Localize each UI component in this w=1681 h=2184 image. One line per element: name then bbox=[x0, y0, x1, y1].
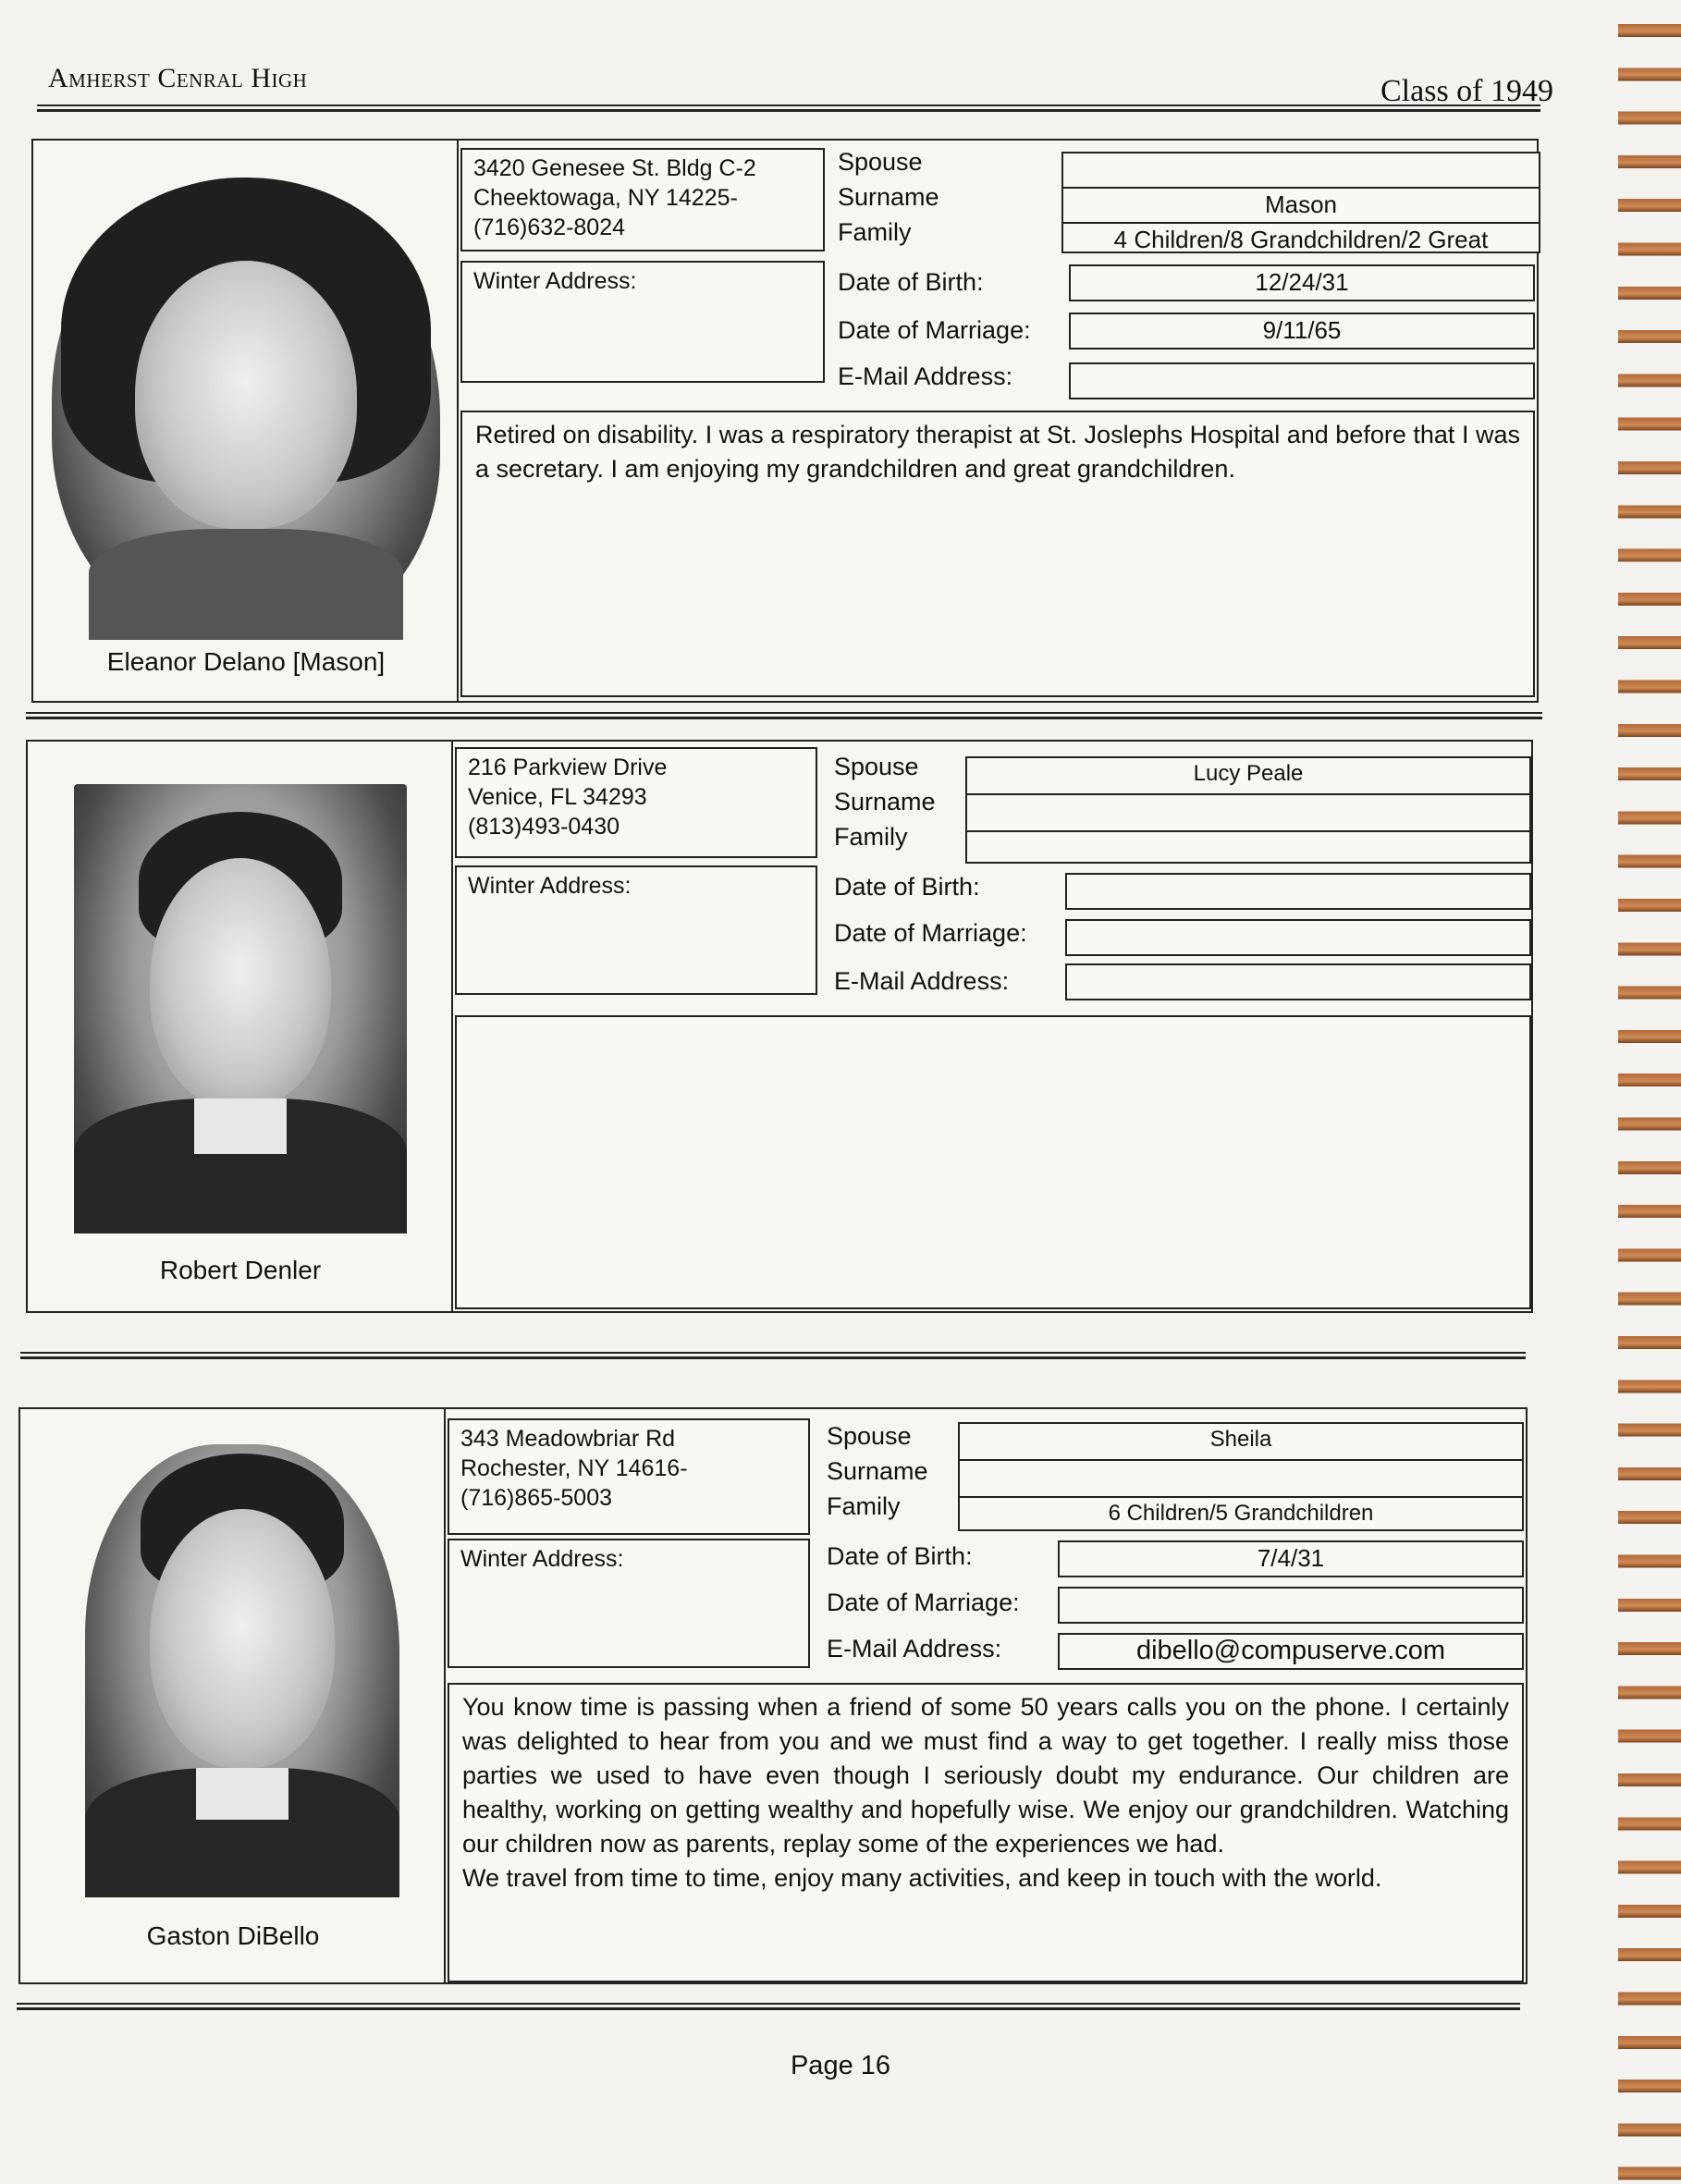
email-label: E-Mail Address: bbox=[827, 1635, 1002, 1663]
dob-label: Date of Birth: bbox=[834, 873, 980, 901]
entry-card-3 bbox=[18, 1407, 1528, 1984]
family-value: 4 Children/8 Grandchildren/2 Great bbox=[1113, 226, 1489, 253]
school-name: Amherst Cenral High bbox=[48, 63, 308, 93]
dob-value: 12/24/31 bbox=[1069, 264, 1535, 301]
dob-label: Date of Birth: bbox=[838, 268, 984, 296]
winter-address-box bbox=[448, 1539, 810, 1668]
winter-address-box bbox=[460, 261, 825, 383]
email-label: E-Mail Address: bbox=[834, 967, 1010, 995]
section-divider bbox=[26, 712, 1542, 719]
dom-value bbox=[1058, 1587, 1524, 1624]
surname-label: Surname bbox=[838, 183, 939, 211]
surname-label: Surname bbox=[827, 1457, 928, 1485]
email-value bbox=[1069, 362, 1535, 399]
section-divider bbox=[20, 1352, 1526, 1359]
surname-value bbox=[967, 795, 1529, 832]
address-box bbox=[448, 1418, 810, 1535]
page-number: Page 16 bbox=[790, 2051, 891, 2080]
person-name: Robert Denler bbox=[159, 1256, 322, 1284]
spouse-group-box bbox=[1061, 152, 1540, 253]
address-line: (813)493-0430 bbox=[468, 814, 620, 840]
photo-cell bbox=[28, 742, 453, 1311]
spouse-label: Spouse bbox=[834, 753, 919, 780]
surname-label: Surname bbox=[834, 788, 936, 816]
address-line: 343 Meadowbriar Rd bbox=[460, 1426, 676, 1452]
email-value bbox=[1065, 963, 1531, 1000]
spouse-label: Spouse bbox=[827, 1422, 912, 1450]
family-value: 6 Children/5 Grandchildren bbox=[1108, 1501, 1374, 1526]
dom-label: Date of Marriage: bbox=[838, 316, 1031, 344]
address-line: Rochester, NY 14616- bbox=[460, 1455, 688, 1481]
family-label: Family bbox=[834, 823, 908, 851]
header-rule bbox=[37, 104, 1540, 112]
address-line: 3420 Genesee St. Bldg C-2 bbox=[473, 155, 756, 181]
address-box bbox=[460, 148, 825, 252]
address-line: (716)632-8024 bbox=[473, 215, 626, 240]
family-label: Family bbox=[827, 1492, 901, 1520]
dom-label: Date of Marriage: bbox=[834, 919, 1027, 947]
portrait-photo bbox=[52, 178, 440, 640]
entry-card-1 bbox=[31, 139, 1539, 703]
notes-box bbox=[455, 1015, 1531, 1309]
dob-value: 7/4/31 bbox=[1058, 1540, 1524, 1577]
dob-label: Date of Birth: bbox=[827, 1542, 973, 1570]
family-label: Family bbox=[838, 218, 912, 246]
person-name: Gaston DiBello bbox=[146, 1921, 320, 1950]
address-box bbox=[455, 747, 817, 858]
photo-cell bbox=[20, 1409, 446, 1982]
spouse-group-box bbox=[958, 1422, 1524, 1531]
section-divider bbox=[17, 2003, 1520, 2010]
dom-value bbox=[1065, 919, 1531, 956]
person-name: Eleanor Delano [Mason] bbox=[106, 647, 386, 676]
spouse-group-box bbox=[965, 756, 1531, 864]
spiral-binding bbox=[1618, 0, 1681, 2184]
notes-box: You know time is passing when a friend of some 50 years calls you on the phone. I certainly was delighted to hear from you and we must find a way to get together. I really miss those parties we used to have even though I seriously doubt my endurance. Our children are healthy, working on getting wealthy and hopefully wise. We enjoy our grandchildren. Watching our children now as parents, replay some of the experiences we had. We travel from time to time, enjoy many activities, and keep in touch with the world. bbox=[448, 1683, 1524, 1982]
surname-value bbox=[960, 1461, 1522, 1498]
portrait-photo bbox=[85, 1444, 399, 1897]
address-line: Cheektowaga, NY 14225- bbox=[473, 185, 738, 211]
spouse-value: Lucy Peale bbox=[967, 758, 1529, 795]
class-year: Class of 1949 bbox=[1380, 74, 1553, 108]
dom-value: 9/11/65 bbox=[1069, 313, 1535, 350]
dob-value bbox=[1065, 873, 1531, 910]
winter-address-label: Winter Address: bbox=[468, 873, 632, 899]
email-label: E-Mail Address: bbox=[838, 362, 1013, 390]
address-line: 216 Parkview Drive bbox=[468, 755, 668, 780]
winter-address-label: Winter Address: bbox=[473, 268, 637, 294]
email-value: dibello@compuserve.com bbox=[1058, 1633, 1524, 1670]
address-line: Venice, FL 34293 bbox=[468, 784, 647, 810]
portrait-photo bbox=[74, 784, 407, 1233]
photo-cell bbox=[33, 141, 459, 701]
entry-card-2 bbox=[26, 740, 1533, 1313]
winter-address-box bbox=[455, 865, 817, 995]
surname-value: Mason bbox=[1063, 189, 1539, 224]
family-value bbox=[967, 832, 1529, 865]
spouse-value bbox=[1063, 153, 1539, 189]
spouse-label: Spouse bbox=[838, 148, 923, 176]
notes-box: Retired on disability. I was a respiratory therapist at St. Joslephs Hospital and before that I was a secretary. I am enjoying my grandchildren and great grandchildren. bbox=[460, 411, 1535, 697]
dom-label: Date of Marriage: bbox=[827, 1589, 1020, 1616]
winter-address-label: Winter Address: bbox=[460, 1546, 624, 1572]
address-line: (716)865-5003 bbox=[460, 1485, 613, 1511]
spouse-value: Sheila bbox=[960, 1424, 1522, 1461]
